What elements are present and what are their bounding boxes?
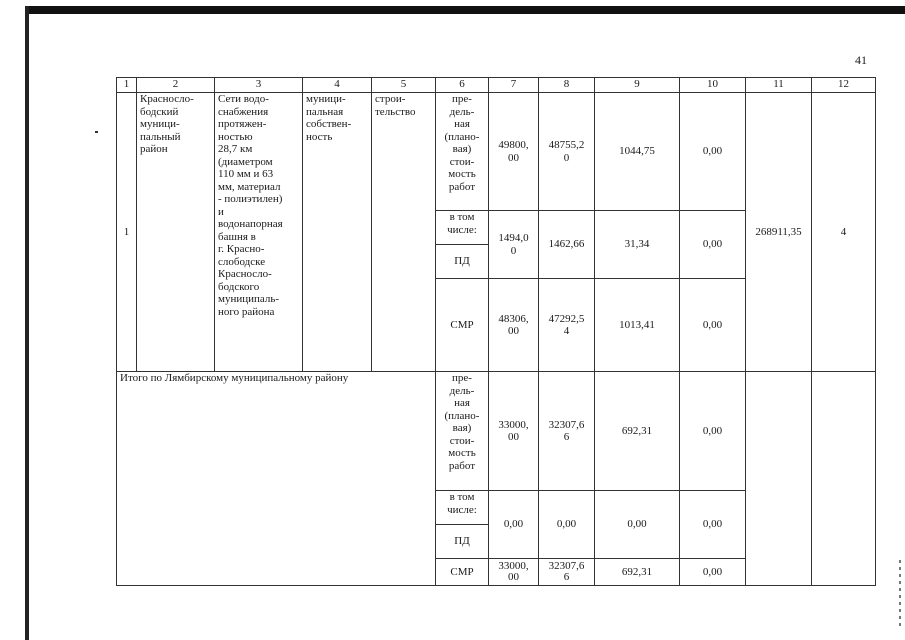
district-cell: Краснослo- бодский муници- пальный район bbox=[137, 93, 215, 372]
cost-table bbox=[116, 77, 876, 586]
value-cell: 0,00 bbox=[539, 491, 595, 559]
value-cell: 0,00 bbox=[680, 93, 746, 211]
empty-cell bbox=[746, 372, 812, 586]
cost-label-cell: в том числе: bbox=[436, 491, 489, 525]
value-cell: 48755,2 0 bbox=[539, 93, 595, 211]
cost-label-cell: пре- дель- ная (плано- вая) стои- мость работ bbox=[436, 372, 489, 491]
header-cell: 11 bbox=[746, 78, 812, 93]
value-cell: 48306, 00 bbox=[489, 279, 539, 372]
scan-speck bbox=[95, 131, 98, 133]
value-cell: 0,00 bbox=[489, 491, 539, 559]
scan-left-border bbox=[25, 6, 29, 640]
value-cell: 32307,6 6 bbox=[539, 372, 595, 491]
value-cell: 0,00 bbox=[595, 491, 680, 559]
value-cell: 692,31 bbox=[595, 559, 680, 586]
header-cell: 7 bbox=[489, 78, 539, 93]
value-cell: 0,00 bbox=[680, 372, 746, 491]
header-cell: 4 bbox=[303, 78, 372, 93]
header-cell: 10 bbox=[680, 78, 746, 93]
value-cell: 33000, 00 bbox=[489, 559, 539, 586]
value-cell: 31,34 bbox=[595, 211, 680, 279]
cost-label-cell: пре- дель- ная (плано- вая) стои- мость работ bbox=[436, 93, 489, 211]
value-cell: 32307,6 6 bbox=[539, 559, 595, 586]
ownership-cell: муници- пальная собствен- ность bbox=[303, 93, 372, 372]
value-cell: 4 bbox=[812, 93, 876, 372]
value-cell: 268911,35 bbox=[746, 93, 812, 372]
value-cell: 0,00 bbox=[680, 491, 746, 559]
value-cell: 0,00 bbox=[680, 279, 746, 372]
work-type-cell: строи- тельство bbox=[372, 93, 436, 372]
header-cell: 5 bbox=[372, 78, 436, 93]
scan-right-edge bbox=[899, 560, 901, 630]
value-cell: 47292,5 4 bbox=[539, 279, 595, 372]
header-row bbox=[117, 78, 876, 93]
empty-cell bbox=[812, 372, 876, 586]
value-cell: 0,00 bbox=[680, 559, 746, 586]
table-row bbox=[117, 93, 876, 211]
cost-label-cell: СМР bbox=[436, 279, 489, 372]
value-cell: 1013,41 bbox=[595, 279, 680, 372]
cost-label-cell: в том числе: bbox=[436, 211, 489, 245]
header-cell: 6 bbox=[436, 78, 489, 93]
page-number: 41 bbox=[855, 53, 867, 67]
header-cell: 12 bbox=[812, 78, 876, 93]
header-cell: 1 bbox=[117, 78, 137, 93]
header-cell: 8 bbox=[539, 78, 595, 93]
value-cell: 33000, 00 bbox=[489, 372, 539, 491]
value-cell: 692,31 bbox=[595, 372, 680, 491]
cost-label-cell: ПД bbox=[436, 245, 489, 279]
value-cell: 0,00 bbox=[680, 211, 746, 279]
header-cell: 2 bbox=[137, 78, 215, 93]
value-cell: 1044,75 bbox=[595, 93, 680, 211]
object-cell: Сети водо- снабжения протяжен- ностью 28,7 км (диаметром 110 мм и 63 мм, материал - полиэтилен) и водонапорная башня в г. Красно- слободске Краснослo- бодского муниципаль- ного района bbox=[215, 93, 303, 372]
scan-top-border bbox=[28, 6, 905, 14]
row-number: 1 bbox=[117, 93, 137, 372]
cost-label-cell: СМР bbox=[436, 559, 489, 586]
header-cell: 9 bbox=[595, 78, 680, 93]
header-cell: 3 bbox=[215, 78, 303, 93]
value-cell: 1494,0 0 bbox=[489, 211, 539, 279]
value-cell: 1462,66 bbox=[539, 211, 595, 279]
total-title-cell: Итого по Лямбирскому муниципальному району bbox=[117, 372, 436, 586]
table-row bbox=[117, 372, 876, 491]
value-cell: 49800, 00 bbox=[489, 93, 539, 211]
cost-label-cell: ПД bbox=[436, 525, 489, 559]
